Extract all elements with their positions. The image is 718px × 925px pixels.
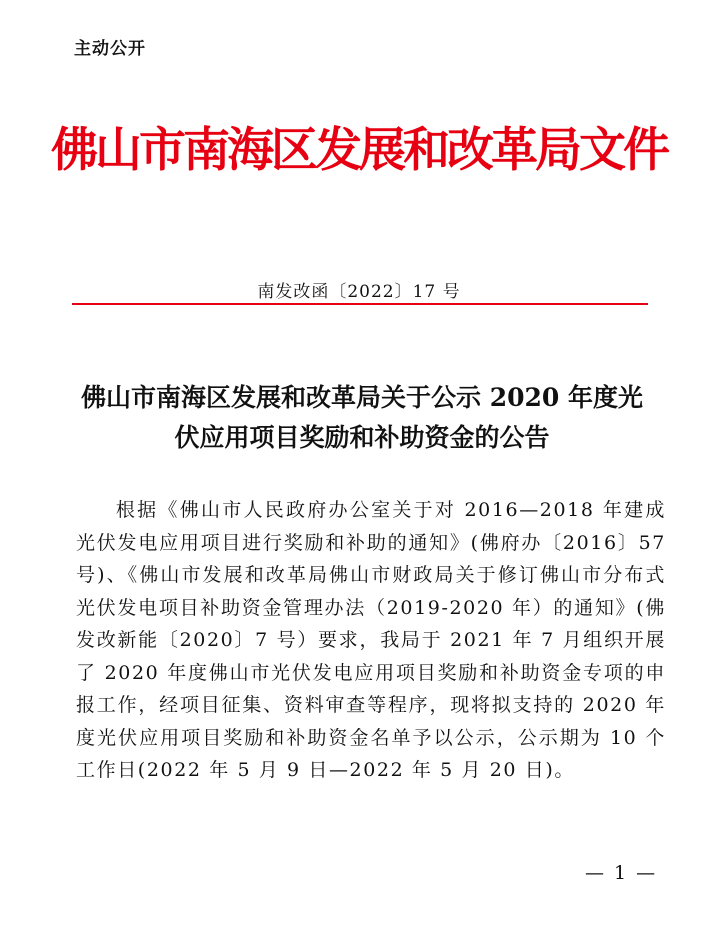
issuer-header-title: 佛山市南海区发展和改革局文件 <box>51 123 667 178</box>
red-divider-line <box>72 303 648 305</box>
page-number: — 1 — <box>585 862 658 884</box>
disclosure-label: 主动公开 <box>74 39 146 59</box>
document-number: 南发改函〔2022〕17 号 <box>257 282 461 302</box>
notice-body-paragraph: 根据《佛山市人民政府办公室关于对 2016—2018 年建成光伏发电应用项目进行奖励和补助的通知》(佛府办〔2016〕57 号)、《佛山市发展和改革局佛山市财政局关于修订佛山市分布式光伏发电项目补助资金管理办法（2019-2020 年）的通知》(佛发改新能〔2020〕7 号）要求，我局于 2021 年 7 月组织开展了 2020 年度佛山市光伏发电应用项目奖励和补助资金专项的申报工作，经项目征集、资料审查等程序，现将拟支持的 2020 年度光伏应用项目奖励和补助资金名单予以公示，公示期为 10 个工作日(2022 年 5 月 9 日—2022 年 5 月 20 日)。 <box>76 499 666 781</box>
notice-title: 佛山市南海区发展和改革局关于公示 2020 年度光伏应用项目奖励和补助资金的公告 <box>81 383 643 452</box>
